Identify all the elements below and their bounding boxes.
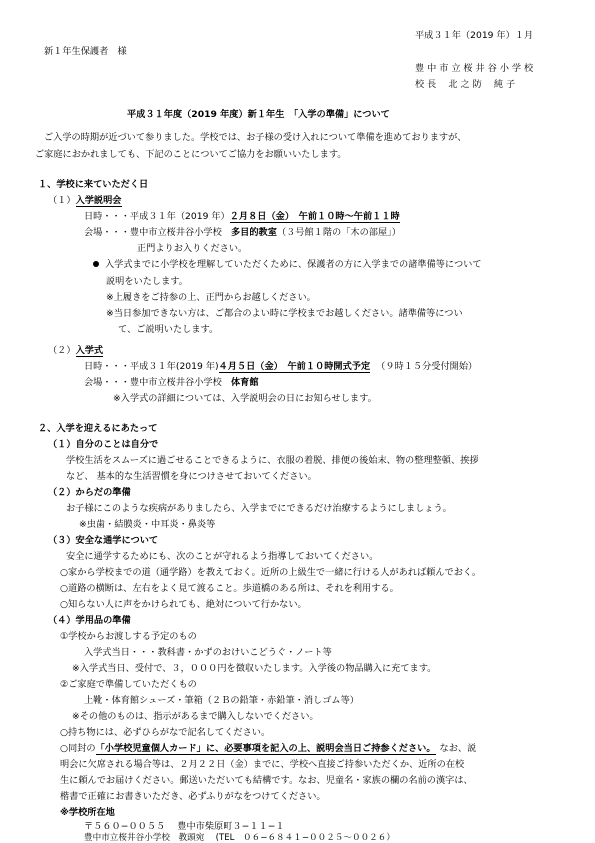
item-1-date-prefix: 日時・・・平成３１年（2019 年） (84, 211, 230, 222)
item-1-venue-row (84, 228, 401, 237)
sub-4-b-title: ②ご家庭で準備していただくもの (60, 679, 197, 690)
item-1-row (48, 196, 122, 205)
item-2-title: 入学式 (75, 345, 104, 356)
sub-4-d-line-3: 生に頼んでお届けください。郵送いただいても結構です。なお、児童名・家族の欄の名前の漢字は、 (60, 775, 473, 786)
address-line-1: 〒５６０−００５５ 豊中市柴原町３−１１−１ (84, 821, 285, 832)
sub-4-d-row (60, 744, 476, 753)
page-title: 平成３１年度（2019 年度）新１年生 「入学の準備」について (127, 109, 390, 120)
item-1-bullet-text: 入学式までに小学校を理解していただくために、保護者の方に入学までの諸準備等について (105, 259, 482, 270)
item-1-note-1: ※上履きをご持参の上、正門からお越しください。 (106, 292, 316, 303)
sub-3-line-2: ○家から学校までの道（通学路）を教えておく。近所の上級生で一緒に行ける人があれば頼んでおく。 (60, 567, 482, 578)
document-date: 平成３１年（2019 年）１月 (415, 30, 534, 41)
item-2-date-main: ４月５日（金） 午前１０時開式予定 (218, 361, 371, 372)
section-2-heading: ２、入学を迎えるにあたって (38, 423, 158, 434)
sub-4-title: （４）学用品の準備 (48, 615, 131, 626)
item-1-label: （１） (48, 195, 76, 206)
item-2-note: ※入学式の詳細については、入学説明会の日にお知らせします。 (113, 393, 377, 404)
bullet-icon (93, 261, 99, 267)
item-1-entrance: 正門よりお入りください。 (137, 243, 248, 254)
item-2-row (48, 346, 103, 355)
sub-3-title: （３）安全な通学について (48, 535, 159, 546)
sub-2-title: （２）からだの準備 (48, 487, 131, 498)
sub-4-c-line: ○持ち物には、必ずひらがなで記名してください。 (60, 727, 271, 738)
sub-4-d-underlined: 「小学校児童個人カード」に、必要事項を記入の上、説明会当日ご持参ください。 (95, 743, 436, 754)
address-title: ※学校所在地 (60, 807, 115, 818)
item-1-venue-prefix: 会場・・・豊中市立桜井谷小学校 (84, 227, 231, 238)
item-1-title: 入学説明会 (75, 195, 122, 206)
sub-4-a-line-2: ※入学式当日、受付で、３，０００円を徴収いたします。入学後の物品購入に充てます。 (72, 663, 437, 674)
intro-line-2: ご家庭におかれましても、下記のことについてご協力をお願いいたします。 (35, 149, 347, 160)
sub-4-b-line-1: 上靴・体育館シューズ・筆箱（２Ｂの鉛筆・赤鉛筆・消しゴム等） (84, 695, 359, 706)
sub-4-d-line-4: 楷書で正確にお書きいただき、必ずふりがなをつけてください。 (60, 791, 326, 802)
item-2-date-row (84, 362, 477, 371)
school-name: 豊 中 市 立 桜 井 谷 小 学 校 (415, 63, 534, 74)
intro-line-1: ご入学の時期が近づいて参りました。学校では、お子様の受け入れについて準備を進めておりますが、 (44, 132, 467, 143)
sub-4-b-line-2: ※その他のものは、指示があるまで購入しないでください。 (72, 711, 319, 722)
section-1-heading: １、学校に来ていただく日 (38, 179, 149, 190)
sub-4-d-post: なお、説 (439, 743, 477, 754)
item-2-venue-row (84, 378, 259, 387)
sub-3-line-1: 安全に通学するためにも、次のことが守れるよう指導しておいてください。 (66, 551, 379, 562)
sub-1-line-2: など、 基本的な生活習慣を身につけさせておいてください。 (66, 471, 317, 482)
item-1-venue-note: （３号館１階の「木の部屋」） (276, 227, 401, 238)
sub-1-line-1: 学校生活をスムーズに過ごせることできるように、衣服の着脱、排便の後始末、物の整理整頓、挨拶 (66, 455, 479, 466)
sub-3-line-3: ○道路の横断は、左右をよく見て渡ること。歩道橋のある所は、それを利用する。 (60, 583, 399, 594)
item-1-note-2b: て、ご説明いたします。 (118, 324, 219, 335)
sub-3-line-4: ○知らない人に声をかけられても、絶対について行かない。 (60, 599, 307, 610)
principal-name: 校 長 北 之 防 純 子 (415, 79, 516, 90)
item-2-date-note: （９時１５分受付開始） (376, 361, 478, 372)
sub-4-a-title: ①学校からお渡しする予定のもの (60, 631, 197, 642)
item-2-label: （２） (48, 345, 76, 356)
item-1-note-2a: ※当日参加できない方は、ご都合のよい時に学校までお越しください。諸準備等につい (106, 308, 463, 319)
sub-1-title: （１）自分のことは自分で (48, 439, 159, 450)
sub-4-d-line-2: 明会に欠席される場合等は、２月２２日（金）までに、学校へ直接ご持参いただくか、近所の在校 (60, 759, 465, 770)
sub-2-line-1: お子様にこのような疾病がありましたら、入学までにできるだけ治療するようにしましょう。 (66, 503, 452, 514)
item-1-bullet-row (93, 260, 482, 269)
item-1-date-main: ２月８日（金） 午前１０時〜午前１１時 (229, 211, 400, 222)
item-2-venue-prefix: 会場・・・豊中市立桜井谷小学校 (84, 377, 231, 388)
sub-4-d-pre: ○同封の (60, 743, 96, 754)
address-line-2: 豊中市立桜井谷小学校 教頭宛 (TEL ０６−６８４１−００２５〜００２６） (84, 833, 395, 843)
recipient: 新１年生保護者 様 (44, 46, 127, 57)
item-2-venue-room: 体育館 (231, 377, 259, 388)
item-1-date-row (84, 212, 400, 221)
item-1-venue-room: 多目的教室 (231, 227, 277, 238)
item-1-bullet-line-2: 説明をいたします。 (106, 276, 188, 287)
sub-4-a-line-1: 入学式当日・・・教科書・かずのおけいこどうぐ・ノート等 (84, 647, 332, 658)
sub-2-line-2: ※虫歯・結膜炎・中耳炎・鼻炎等 (79, 519, 216, 530)
item-2-date-prefix: 日時・・・平成３１年(2019 年) (84, 361, 219, 372)
